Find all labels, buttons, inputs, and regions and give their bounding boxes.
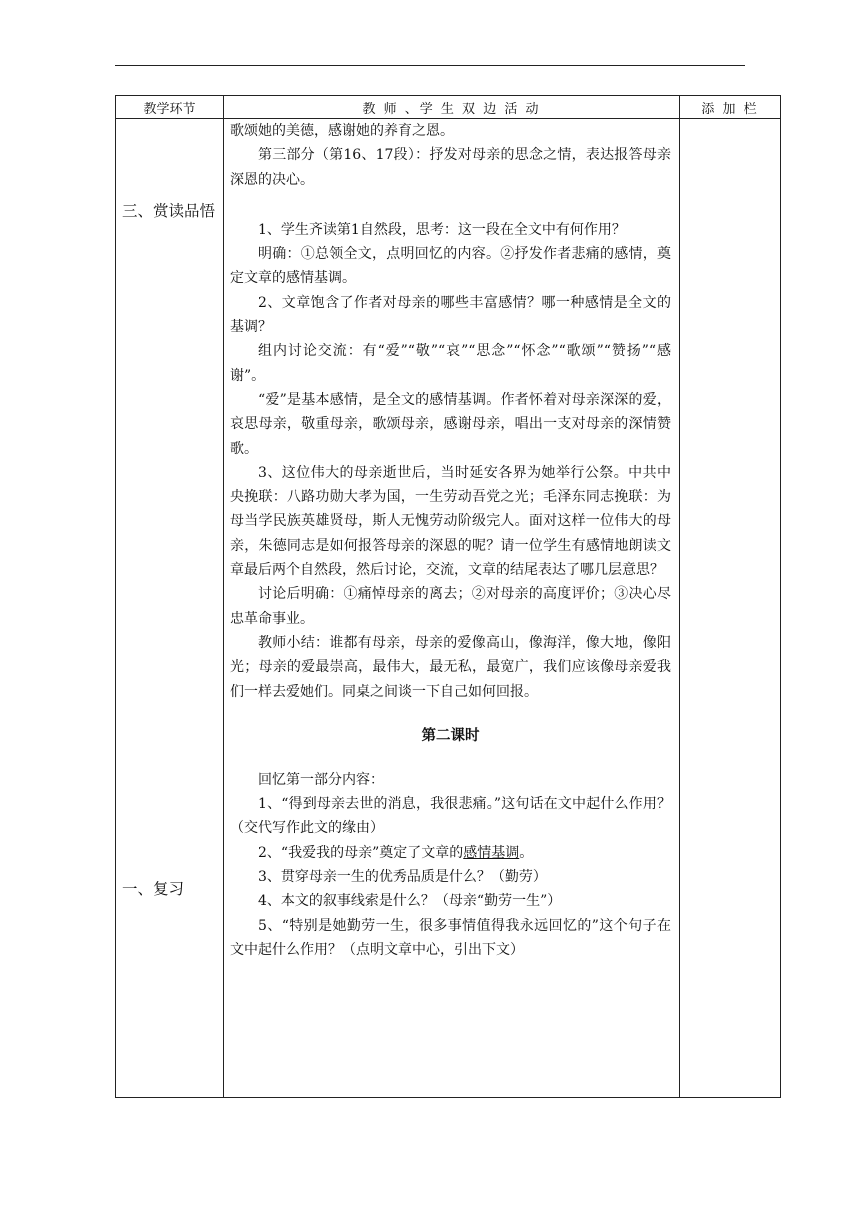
spacer — [230, 748, 671, 768]
spacer — [230, 192, 671, 218]
paragraph-3: 1、学生齐读第1自然段，思考：这一段在全文中有何作用？ — [258, 221, 626, 238]
activity-content — [224, 119, 685, 1098]
review-paragraph-3 — [230, 841, 671, 865]
table-body-row — [116, 119, 781, 1098]
paragraph-10: 教师小结：谁都有母亲，母亲的爱像高山，像海洋，像大地，像阳光；母亲的爱最崇高，最伟大，最无私，最宽广，我们应该像母亲爱我们一样去爱她们。同桌之间谈一下自己如何回报。 — [230, 634, 671, 700]
paragraph-7: “爱”是基本感情，是全文的感情基调。作者怀着对母亲深深的爱，哀思母亲，敬重母亲，歌颂母亲，感谢母亲，唱出一支对母亲的深情赞歌。 — [230, 391, 671, 457]
emotional-tone-underlined: 感情基调 — [463, 844, 520, 861]
paragraph-1: 歌颂她的美德，感谢她的养育之恩。 — [230, 123, 454, 139]
notes-column — [680, 119, 781, 1098]
review-paragraph-1: 回忆第一部分内容： — [258, 771, 384, 788]
review-paragraph-2: 1、“得到母亲去世的消息，我很悲痛。”这句话在文中起什么作用？ （交代写作此文的缘由） — [230, 796, 685, 837]
stage-label-appreciation: 三、赏读品悟 — [122, 202, 216, 220]
spacer — [230, 704, 671, 724]
review-paragraph-6: 5、“特别是她勤劳一生，很多事情值得我永远回忆的”这个句子在文中起什么作用？（点明文章中心，引出下文） — [230, 917, 671, 958]
header-notes: 添 加 栏 — [680, 96, 781, 119]
paragraph-9: 讨论后明确：①痛悼母亲的离去；②对母亲的高度评价；③决心尽忠革命事业。 — [230, 586, 671, 627]
paragraph-6: 组内讨论交流：有“爱”“敬”“哀”“思念”“怀念”“歌颂”“赞扬”“感谢”。 — [230, 343, 671, 384]
review-text-before: 2、“我爱我的母亲”奠定了文章的 — [258, 844, 464, 861]
paragraph-4: 明确：①总领全文，点明回忆的内容。②抒发作者悲痛的感情，奠定文章的感情基调。 — [230, 246, 671, 287]
stage-label-review: 一、复习 — [122, 880, 185, 898]
session-title: 第二课时 — [421, 727, 480, 744]
header-activity: 教 师 、学 生 双 边 活 动 — [224, 96, 680, 119]
paragraph-8: 3、这位伟大的母亲逝世后，当时延安各界为她举行公祭。中共中央挽联：八路功勋大孝为国，一生劳动吾党之光；毛泽东同志挽联：为母当学民族英雄贤母，斯人无愧劳动阶级完人。面对这样一位伟大的母亲，朱德同志是如何报答母亲的深恩的呢？请一位学生有感情地朗读文章最后两个自然段，然后讨论，交流，文章的结尾表达了哪几层意思？ — [230, 464, 671, 579]
paragraph-5: 2、文章饱含了作者对母亲的哪些丰富感情？哪一种感情是全文的基调？ — [230, 294, 671, 336]
lesson-plan-table — [115, 95, 781, 1098]
table-header-row — [116, 96, 781, 119]
paragraph-2: 第三部分（第16、17段）：抒发对母亲的思念之情，表达报答母亲深恩的决心。 — [230, 147, 671, 188]
review-paragraph-4: 3、贯穿母亲一生的优秀品质是什么？（勤劳） — [258, 869, 547, 886]
review-paragraph-5: 4、本文的叙事线索是什么？（母亲“勤劳一生”） — [258, 893, 562, 910]
header-stage: 教学环节 — [116, 96, 224, 119]
review-text-after: 。 — [519, 844, 534, 861]
stage-cell — [116, 119, 224, 1098]
header-rule — [115, 65, 745, 66]
